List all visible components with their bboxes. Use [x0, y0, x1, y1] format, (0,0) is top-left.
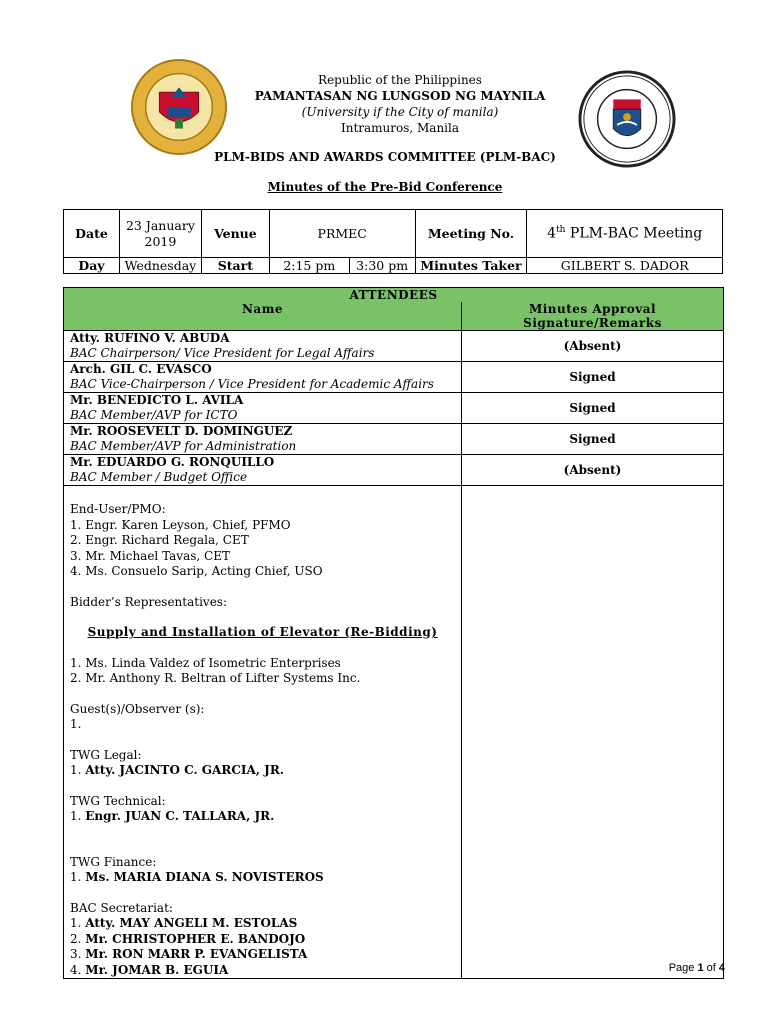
- list-item: 1. Ms. MARIA DIANA S. NOVISTEROS: [70, 870, 324, 884]
- bidders-label: Bidder’s Representatives:: [70, 594, 228, 609]
- twg-legal-label: TWG Legal:: [70, 747, 142, 762]
- republic-line: Republic of the Philippines: [318, 73, 482, 87]
- member-remark: Signed: [462, 424, 724, 455]
- university-location: Intramuros, Manila: [340, 121, 460, 135]
- meeting-info-table: [63, 209, 723, 274]
- attendees-table: [63, 287, 724, 979]
- secretariat-name: Atty. MAY ANGELI M. ESTOLAS: [85, 916, 298, 930]
- member-title: BAC Member / Budget Office: [70, 470, 248, 484]
- day-value: Wednesday: [119, 258, 201, 274]
- twg-finance-label: TWG Finance:: [70, 854, 157, 869]
- date-label: Date: [64, 210, 120, 258]
- meeting-no-label: Meeting No.: [415, 210, 527, 258]
- list-item: 1. Engr. Karen Leyson, Chief, PFMO: [70, 517, 291, 532]
- secretariat-name: Mr. CHRISTOPHER E. BANDOJO: [85, 931, 306, 946]
- member-name: Mr. ROOSEVELT D. DOMINGUEZ: [70, 424, 293, 438]
- meeting-no-value: 4th PLM-BAC Meeting: [527, 210, 723, 258]
- member-name: Arch. GIL C. EVASCO: [70, 362, 212, 376]
- secretariat-name: Mr. RON MARR P. EVANGELISTA: [85, 947, 308, 961]
- list-item: 1. Ms. Linda Valdez of Isometric Enterprises: [70, 655, 341, 670]
- venue-value: PRMEC: [269, 210, 415, 258]
- list-item: 2. Mr. Anthony R. Beltran of Lifter Systems Inc.: [70, 671, 361, 685]
- member-row: [64, 424, 724, 455]
- member-row: [64, 331, 724, 362]
- other-attendees-cell: [64, 486, 462, 979]
- member-title: BAC Chairperson/ Vice President for Legal Affairs: [70, 346, 375, 360]
- day-label: Day: [64, 258, 120, 274]
- member-name: Atty. RUFINO V. ABUDA: [70, 331, 230, 345]
- member-remark: Signed: [462, 393, 724, 424]
- lot-title: Supply and Installation of Elevator (Re-Bidding): [87, 625, 438, 639]
- member-row: [64, 455, 724, 486]
- university-name: PAMANTASAN NG LUNGSOD NG MAYNILA: [254, 89, 546, 103]
- guests-label: Guest(s)/Observer (s):: [70, 701, 205, 716]
- member-name: Mr. BENEDICTO L. AVILA: [70, 393, 244, 407]
- member-row: [64, 393, 724, 424]
- list-item: 2. Mr. CHRISTOPHER E. BANDOJO: [70, 931, 306, 946]
- twg-technical-name: Engr. JUAN C. TALLARA, JR.: [85, 809, 275, 823]
- list-item: 1. Atty. JACINTO C. GARCIA, JR.: [70, 763, 284, 777]
- member-name: Mr. EDUARDO G. RONQUILLO: [70, 455, 275, 469]
- twg-finance-name: Ms. MARIA DIANA S. NOVISTEROS: [85, 870, 324, 884]
- page-number: Page 1 of 4: [668, 962, 725, 974]
- secretariat-label: BAC Secretariat:: [70, 900, 173, 915]
- other-remarks-cell: [462, 486, 724, 979]
- name-column-header: Name: [64, 302, 462, 331]
- venue-label: Venue: [201, 210, 269, 258]
- committee-title: PLM-BIDS AND AWARDS COMMITTEE (PLM-BAC): [214, 150, 556, 164]
- start-value: 2:15 pm: [269, 258, 349, 274]
- member-row: [64, 362, 724, 393]
- attendees-title: ATTENDEES: [64, 288, 724, 303]
- member-title: BAC Member/AVP for ICTO: [70, 408, 238, 422]
- end-value: 3:30 pm: [349, 258, 415, 274]
- list-item: 3. Mr. Michael Tavas, CET: [70, 548, 230, 563]
- list-item: 1.: [70, 717, 82, 731]
- list-item: 1. Atty. MAY ANGELI M. ESTOLAS: [70, 916, 298, 930]
- twg-technical-label: TWG Technical:: [70, 793, 166, 808]
- date-value: 23 January 2019: [119, 210, 201, 258]
- minutes-taker-value: GILBERT S. DADOR: [527, 258, 723, 274]
- list-item: 3. Mr. RON MARR P. EVANGELISTA: [70, 947, 308, 961]
- document-title: Minutes of the Pre-Bid Conference: [267, 180, 503, 194]
- member-remark: (Absent): [462, 331, 724, 362]
- university-subtitle: (University if the City of manila): [301, 105, 499, 119]
- minutes-taker-label: Minutes Taker: [415, 258, 527, 274]
- member-title: BAC Vice-Chairperson / Vice President for Academic Affairs: [70, 377, 434, 391]
- remarks-column-header: Minutes Approval Signature/Remarks: [462, 302, 724, 331]
- university-header: [230, 72, 570, 136]
- end-user-label: End-User/PMO:: [70, 502, 166, 516]
- list-item: 1. Engr. JUAN C. TALLARA, JR.: [70, 809, 275, 823]
- list-item: 4. Mr. JOMAR B. EGUIA: [70, 962, 229, 977]
- plm-seal-logo: [130, 58, 228, 156]
- list-item: 4. Ms. Consuelo Sarip, Acting Chief, USO: [70, 564, 323, 578]
- list-item: 2. Engr. Richard Regala, CET: [70, 533, 249, 547]
- twg-legal-name: Atty. JACINTO C. GARCIA, JR.: [85, 763, 284, 777]
- member-remark: Signed: [462, 362, 724, 393]
- member-title: BAC Member/AVP for Administration: [70, 439, 297, 453]
- secretariat-name: Mr. JOMAR B. EGUIA: [85, 962, 229, 977]
- start-label: Start: [201, 258, 269, 274]
- member-remark: (Absent): [462, 455, 724, 486]
